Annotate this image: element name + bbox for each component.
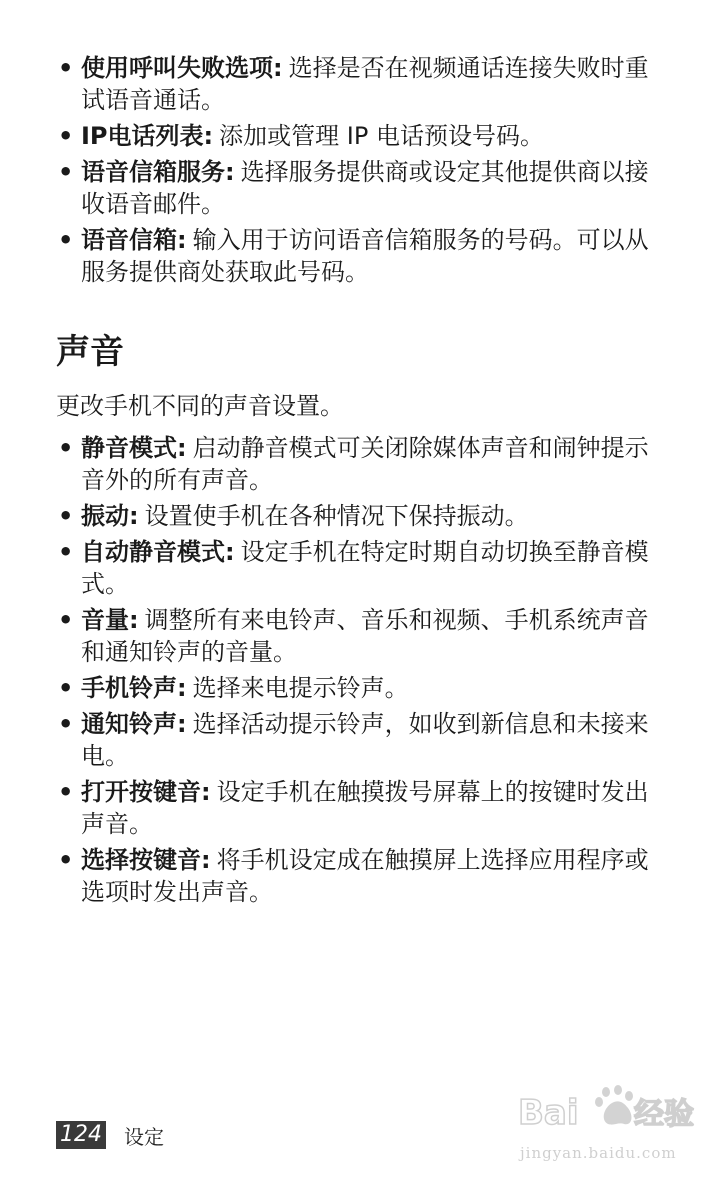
item-term: 使用呼叫失败选项 <box>81 54 273 82</box>
item-colon: : <box>201 778 211 806</box>
item-colon: : <box>177 710 187 738</box>
bullet: • <box>58 434 74 462</box>
item-term: 选择按键音 <box>81 846 201 874</box>
bullet: • <box>58 54 74 82</box>
list-item <box>56 120 656 152</box>
item-description: 启动静音模式可关闭除媒体声音和闹钟提示音外的所有声音。 <box>81 434 649 494</box>
item-term: 自动静音模式 <box>81 538 225 566</box>
item-term: 振动 <box>81 502 129 530</box>
item-colon: : <box>177 674 187 702</box>
item-term: IP电话列表 <box>81 122 204 150</box>
svg-text:Bai: Bai <box>518 1093 579 1133</box>
item-description: 输入用于访问语音信箱服务的号码。可以从服务提供商处获取此号码。 <box>81 226 649 286</box>
baidu-watermark <box>516 1080 706 1170</box>
footer-section-label: 设定 <box>124 1124 164 1149</box>
list-item <box>56 52 656 116</box>
item-description: 选择来电提示铃声。 <box>192 674 409 702</box>
watermark-url: jingyan.baidu.com <box>520 1144 677 1162</box>
item-description: 调整所有来电铃声、音乐和视频、手机系统声音和通知铃声的音量。 <box>81 606 649 666</box>
section-title-sound: 声音 <box>56 332 124 372</box>
bullet: • <box>58 846 74 874</box>
sound-settings-list <box>56 432 656 912</box>
item-term: 通知铃声 <box>81 710 177 738</box>
list-item <box>56 224 656 288</box>
section-intro: 更改手机不同的声音设置。 <box>56 392 344 420</box>
item-colon: : <box>225 158 235 186</box>
item-description: 选择活动提示铃声，如收到新信息和未接来电。 <box>81 710 649 770</box>
item-term: 语音信箱服务 <box>81 158 225 186</box>
item-term: 手机铃声 <box>81 674 177 702</box>
item-colon: : <box>201 846 211 874</box>
bullet: • <box>58 122 74 150</box>
list-item <box>56 432 656 496</box>
item-colon: : <box>273 54 283 82</box>
svg-text:经验: 经验 <box>634 1097 694 1132</box>
item-description: 将手机设定成在触摸屏上选择应用程序或选项时发出声音。 <box>81 846 649 906</box>
baidu-paw-logo-icon <box>516 1080 706 1140</box>
item-colon: : <box>129 606 139 634</box>
list-item <box>56 776 656 840</box>
item-term: 打开按键音 <box>81 778 201 806</box>
item-colon: : <box>203 122 214 150</box>
list-item <box>56 500 656 532</box>
item-description: 选择是否在视频通话连接失败时重试语音通话。 <box>81 54 649 114</box>
page-number: 124 <box>56 1121 106 1149</box>
list-item <box>56 708 656 772</box>
item-term: 静音模式 <box>81 434 177 462</box>
item-description: 添加或管理 IP 电话预设号码。 <box>219 122 544 150</box>
list-item <box>56 844 656 908</box>
item-description: 选择服务提供商或设定其他提供商以接收语音邮件。 <box>81 158 649 218</box>
item-term: 音量 <box>81 606 129 634</box>
item-description: 设定手机在特定时期自动切换至静音模式。 <box>81 538 649 598</box>
item-term: 语音信箱 <box>81 226 177 254</box>
item-colon: : <box>177 434 187 462</box>
item-colon: : <box>177 226 187 254</box>
bullet: • <box>58 674 74 702</box>
item-colon: : <box>225 538 235 566</box>
list-item <box>56 536 656 600</box>
bullet: • <box>58 606 74 634</box>
bullet: • <box>58 710 74 738</box>
page-footer <box>56 1120 164 1150</box>
item-description: 设定手机在触摸拨号屏幕上的按键时发出声音。 <box>81 778 649 838</box>
bullet: • <box>58 502 74 530</box>
item-description: 设置使手机在各种情况下保持振动。 <box>144 502 529 530</box>
list-item <box>56 672 656 704</box>
list-item <box>56 156 656 220</box>
item-colon: : <box>129 502 139 530</box>
bullet: • <box>58 158 74 186</box>
bullet: • <box>58 778 74 806</box>
bullet: • <box>58 226 74 254</box>
call-settings-list <box>56 52 656 292</box>
list-item <box>56 604 656 668</box>
bullet: • <box>58 538 74 566</box>
